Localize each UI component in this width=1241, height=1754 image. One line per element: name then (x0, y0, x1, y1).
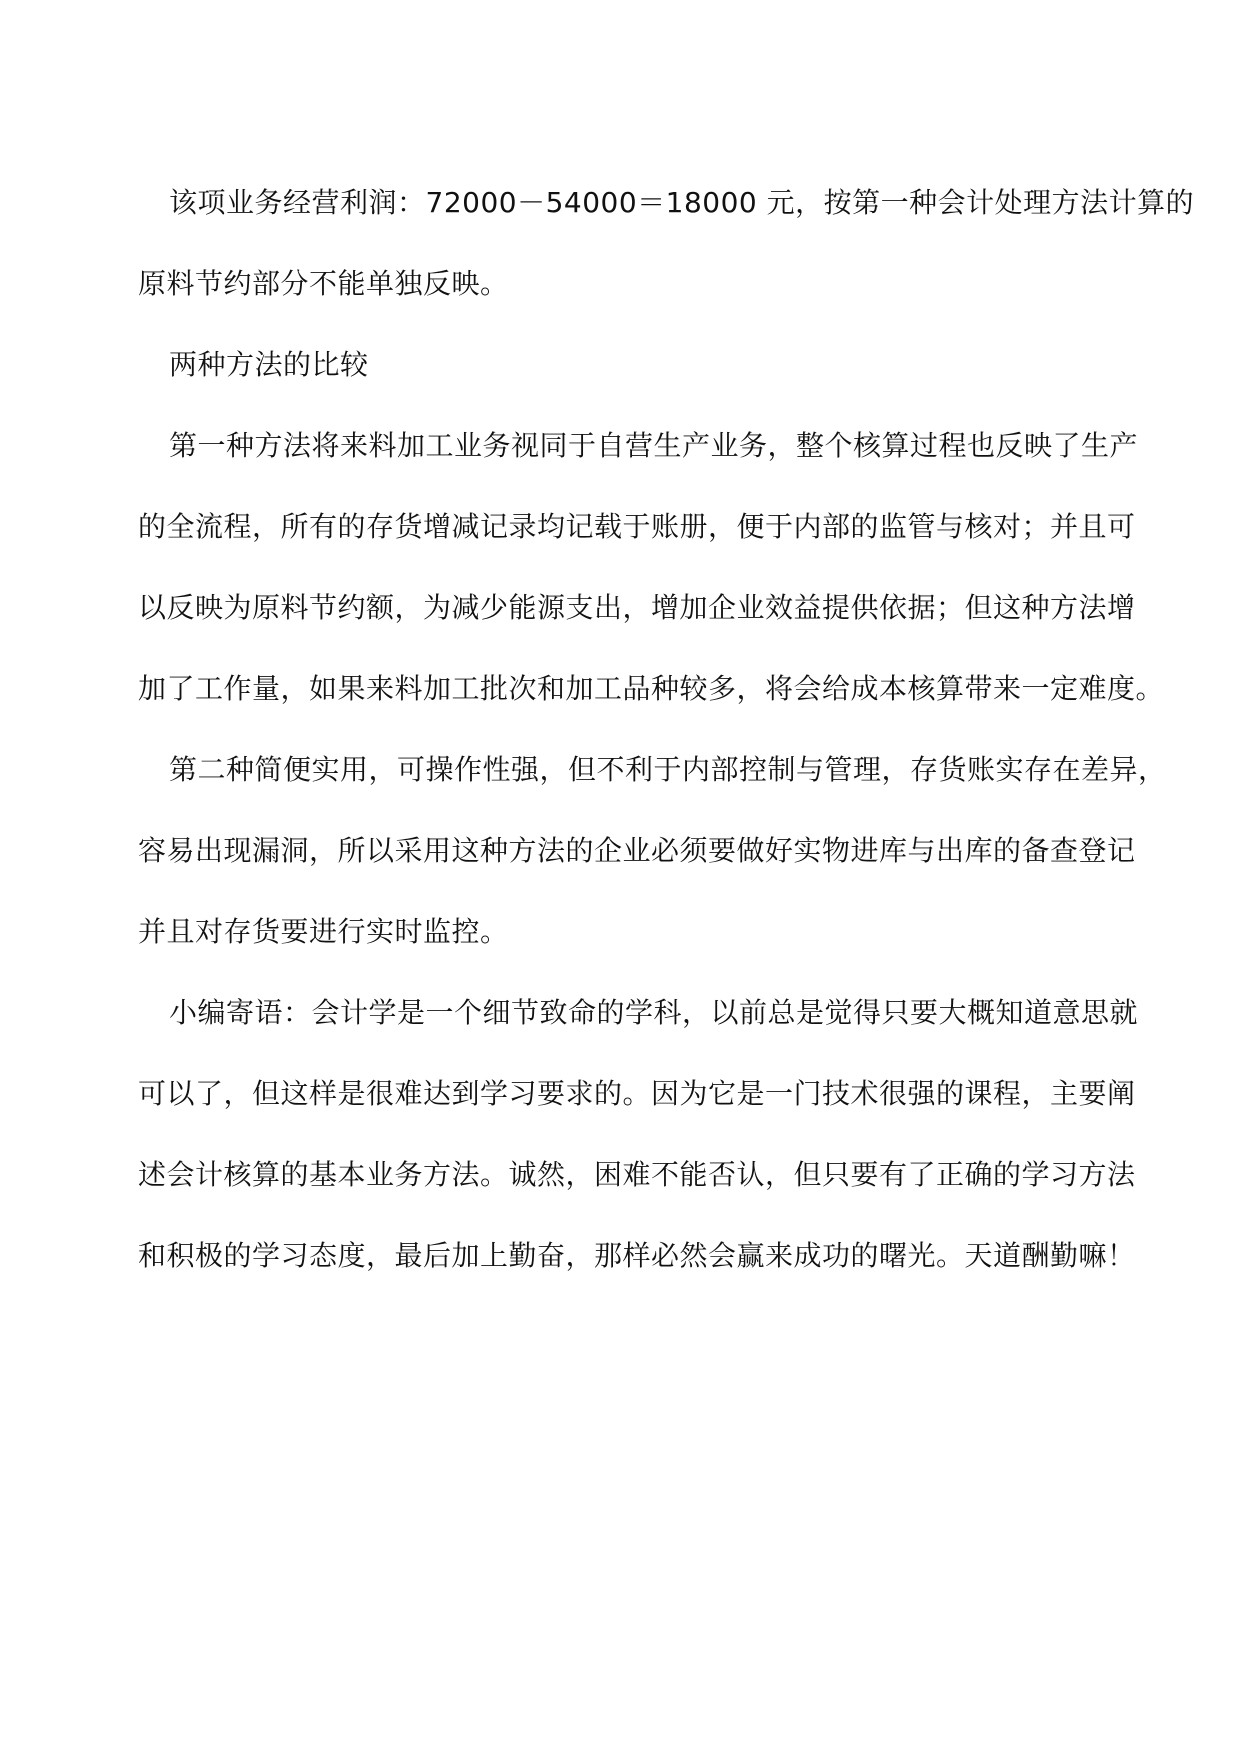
text-line: 可以了，但这样是很难达到学习要求的。因为它是一门技术很强的课程，主要阐 (138, 1077, 1136, 1110)
section-heading-comparison (107, 324, 1137, 405)
text-line: 第二种简便实用，可操作性强，但不利于内部控制与管理，存货账实存在差异， (169, 753, 1167, 786)
text-line: 第一种方法将来料加工业务视同于自营生产业务，整个核算过程也反映了生产 (169, 429, 1139, 462)
paragraph-method-one (107, 405, 1165, 729)
document-body (107, 162, 1195, 1296)
paragraph-profit (107, 162, 1195, 324)
text-line: 加了工作量，如果来料加工批次和加工品种较多，将会给成本核算带来一定难度。 (138, 672, 1165, 705)
paragraph-editor-note (107, 972, 1137, 1296)
text-line: 两种方法的比较 (169, 348, 369, 381)
text-line: 原料节约部分不能单独反映。 (138, 267, 509, 300)
text-line: 并且对存货要进行实时监控。 (138, 915, 509, 948)
paragraph-method-two (107, 729, 1167, 972)
text-line: 述会计核算的基本业务方法。诚然，困难不能否认，但只要有了正确的学习方法 (138, 1158, 1136, 1191)
text-line: 该项业务经营利润：72000－54000＝18000 元，按第一种会计处理方法计算的 (169, 186, 1195, 219)
text-line: 的全流程，所有的存货增减记录均记载于账册，便于内部的监管与核对；并且可 (138, 510, 1136, 543)
text-line: 小编寄语：会计学是一个细节致命的学科，以前总是觉得只要大概知道意思就 (169, 996, 1139, 1029)
text-line: 和积极的学习态度，最后加上勤奋，那样必然会赢来成功的曙光。天道酬勤嘛！ (138, 1239, 1136, 1272)
text-line: 以反映为原料节约额，为减少能源支出，增加企业效益提供依据；但这种方法增 (138, 591, 1136, 624)
text-line: 容易出现漏洞，所以采用这种方法的企业必须要做好实物进库与出库的备查登记 (138, 834, 1136, 867)
